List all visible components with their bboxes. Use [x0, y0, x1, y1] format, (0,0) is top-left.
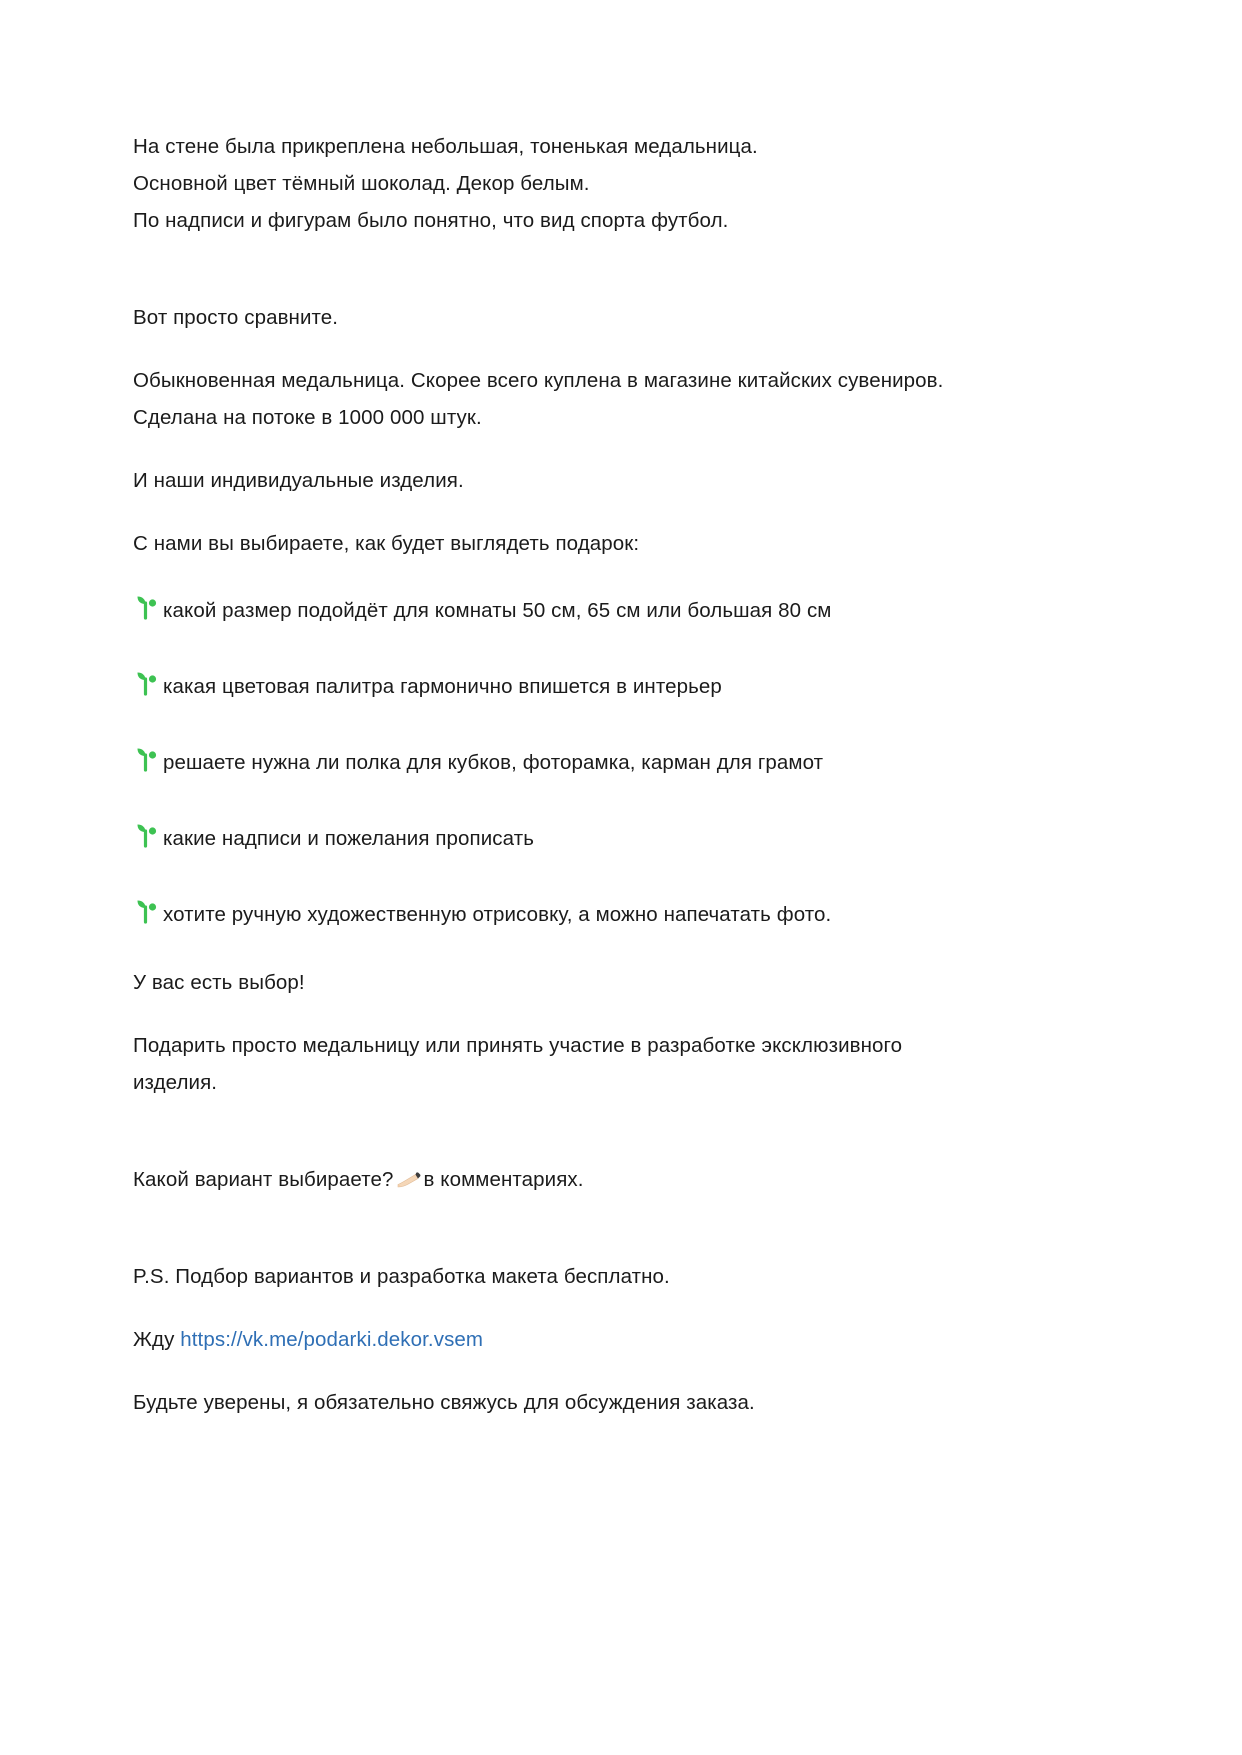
writing-hand-icon [397, 1165, 421, 1187]
intro-line-3: По надписи и фигурам было понятно, что вид спорта футбол. [133, 209, 729, 232]
spacer [133, 436, 963, 462]
paragraph-ps: P.S. Подбор вариантов и разработка макета бесплатно. [133, 1265, 670, 1288]
sprout-icon [133, 668, 159, 696]
spacer [133, 239, 963, 299]
sprout-icon [133, 820, 159, 848]
intro-block [133, 128, 963, 239]
intro-line-2: Основной цвет тёмный шоколад. Декор белым. [133, 172, 590, 195]
sprout-icon [133, 896, 159, 924]
spacer [133, 1358, 963, 1384]
spacer [133, 930, 963, 964]
vk-me-link[interactable]: https://vk.me/podarki.dekor.vsem [180, 1328, 484, 1351]
paragraph-ordinary-medal-holder: Обыкновенная медальница. Скорее всего куплена в магазине китайских сувениров. Сделана на потоке в 1000 000 штук. [133, 369, 950, 429]
paragraph-compare: Вот просто сравните. [133, 306, 339, 329]
list-item-label: какие надписи и пожелания прописать [163, 827, 534, 850]
spacer [133, 499, 963, 525]
paragraph-choose-intro: С нами вы выбираете, как будет выглядеть подарок: [133, 532, 640, 555]
paragraph-which-option [133, 1161, 963, 1198]
list-item-label: хотите ручную художественную отрисовку, а можно напечатать фото. [163, 903, 832, 926]
intro-line-1: На стене была прикреплена небольшая, тоненькая медальница. [133, 135, 758, 158]
options-list [133, 596, 963, 930]
spacer [133, 1101, 963, 1161]
list-item [133, 748, 963, 778]
list-item-label: какой размер подойдёт для комнаты 50 см, 65 см или большая 80 см [163, 599, 832, 622]
spacer [133, 336, 963, 362]
spacer [133, 1001, 963, 1027]
list-item [133, 672, 963, 702]
paragraph-gift-or-participate: Подарить просто медальницу или принять участие в разработке эксклюзивного изделия. [133, 1034, 908, 1094]
spacer [133, 1295, 963, 1321]
paragraph-waiting [133, 1321, 963, 1358]
list-item-label: решаете нужна ли полка для кубков, фоторамка, карман для грамот [163, 751, 824, 774]
list-item [133, 596, 963, 626]
list-item [133, 900, 963, 930]
sprout-icon [133, 744, 159, 772]
paragraph-you-have-choice: У вас есть выбор! [133, 971, 305, 994]
sprout-icon [133, 592, 159, 620]
list-item [133, 824, 963, 854]
which-option-question: Какой вариант выбираете? [133, 1168, 394, 1191]
paragraph-be-sure: Будьте уверены, я обязательно свяжусь для обсуждения заказа. [133, 1391, 755, 1414]
list-item-label: какая цветовая палитра гармонично впишется в интерьер [163, 675, 722, 698]
document-body [133, 128, 963, 1421]
spacer [133, 562, 963, 596]
spacer [133, 1198, 963, 1258]
paragraph-our-products: И наши индивидуальные изделия. [133, 469, 464, 492]
waiting-prefix: Жду [133, 1328, 175, 1351]
which-option-tail: в комментариях. [423, 1168, 584, 1191]
